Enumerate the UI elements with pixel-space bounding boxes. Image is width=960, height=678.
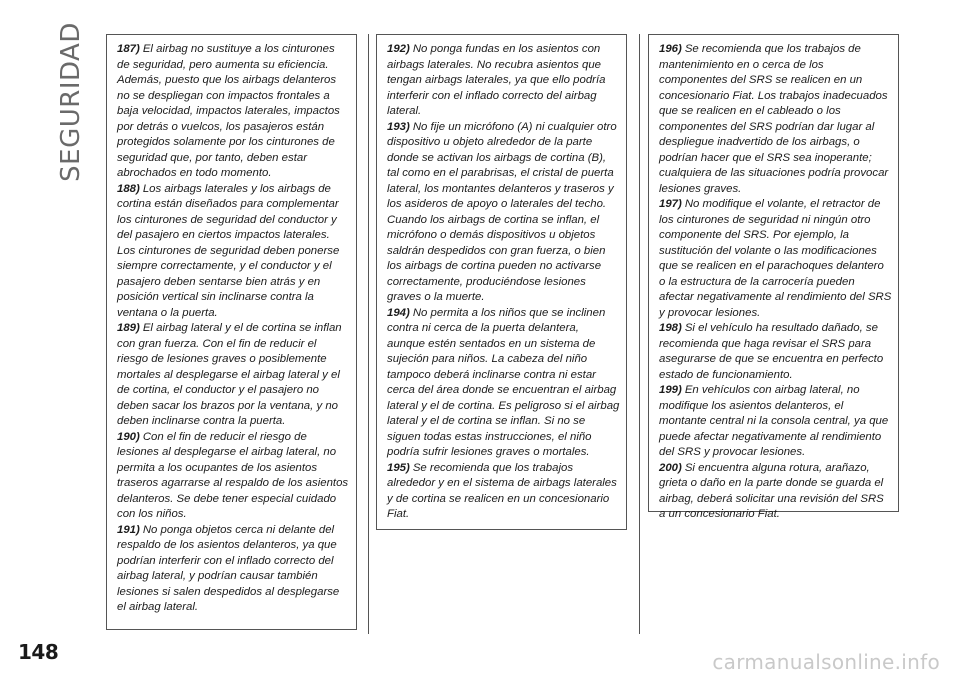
note-number: 190) [117, 430, 140, 443]
section-title-text: SEGURIDAD [56, 22, 86, 182]
note-text: Con el fin de reducir el riesgo de lesiones al desplegarse el airbag lateral, no permita a los ocupantes de los asientos traseros agarrarse al respaldo de los asientos delanteros. Se debe tener especial cuidado con los niños. [117, 430, 349, 520]
note-number: 193) [387, 120, 410, 133]
note-text: No fije un micrófono (A) ni cualquier otro dispositivo u objeto alrededor de la parte donde se activan los airbags de cortina (B), tal como en el parabrisas, el cristal de puerta lateral, los montantes delanteros y traseros y los asideros de apoyo o laterales del techo. Cuando los airbags de cortina se inflan, el micrófono o demás dispositivos u objetos saldrán despedidos con gran fuerza, o bien los airbags de cortina pueden no activarse correctamente, produciéndose lesiones graves o la muerte. [387, 120, 617, 303]
column-divider [368, 34, 369, 634]
note-number: 188) [117, 182, 140, 195]
watermark-text: carmanualsonline.info [712, 650, 940, 674]
note-196 [659, 42, 892, 197]
note-number: 189) [117, 322, 140, 334]
note-195 [387, 461, 620, 523]
note-text: Se recomienda que los trabajos de mantenimiento en o cerca de los componentes del SRS se realicen en un concesionario Fiat. Los trabajos inadecuados que se realicen en el cableado o los componentes del SRS podrían dar lugar al despliegue inadvertido de los airbags, o podrían hacer que el SRS sea inoperante; cualquiera de las situaciones podría provocar lesiones graves. [659, 43, 889, 195]
note-number: 195) [387, 461, 410, 474]
note-189 [117, 321, 350, 430]
note-193 [387, 120, 620, 306]
note-text: El airbag no sustituye a los cinturones de seguridad, pero aumenta su eficiencia. Además, puesto que los airbags delanteros no se despliegan con impactos frontales a baja velocidad, impactos laterales, impactos por detrás o vuelcos, los pasajeros están protegidos solamente por los cinturones de seguridad que, por tanto, deben estar abrochados en todo momento. [117, 43, 340, 179]
note-number: 200) [659, 461, 682, 474]
page-number: 148 [18, 640, 59, 664]
note-number: 194) [387, 306, 410, 319]
note-text: En vehículos con airbag lateral, no modifique los asientos delanteros, el montante central ni la consola central, ya que puede afectar negativamente al rendimiento del SRS y provocar lesiones. [659, 384, 889, 458]
note-number: 191) [117, 523, 140, 536]
note-number: 187) [117, 43, 140, 55]
note-text: El airbag lateral y el de cortina se inflan con gran fuerza. Con el fin de reducir el riesgo de lesiones graves o posiblemente mortales al desplegarse el airbag lateral y el de cortina, el conductor y el pasajero no deben sacar los brazos por la ventana, y no deben inclinarse contra la puerta. [117, 322, 342, 427]
column-divider [639, 34, 640, 634]
note-number: 198) [659, 322, 682, 334]
note-190 [117, 430, 350, 523]
note-text: No ponga fundas en los asientos con airbags laterales. No recubra asientos que tengan airbags laterales, ya que ello podría interferir con el inflado correcto del airbag lateral. [387, 43, 606, 117]
note-199 [659, 383, 892, 461]
note-text: Los airbags laterales y los airbags de cortina están diseñados para complementar los cinturones de seguridad del conductor y del pasajero en ciertos impactos laterales. Los cinturones de seguridad deben ponerse siempre correctamente, y el conductor y el pasajero deben sentarse bien atrás y en posición vertical sin inclinarse contra la ventana o la puerta. [117, 182, 340, 319]
note-198 [659, 321, 892, 383]
section-title [56, 22, 86, 182]
note-192 [387, 42, 620, 120]
note-number: 197) [659, 198, 682, 210]
warning-box-column-1 [106, 34, 357, 630]
note-text: Si el vehículo ha resultado dañado, se recomienda que haga revisar el SRS para asegurarse de que se encuentra en perfecto estado de funcionamiento. [659, 322, 884, 381]
note-197 [659, 197, 892, 321]
note-200 [659, 461, 892, 523]
note-text: Si encuentra alguna rotura, arañazo, grieta o daño en la parte donde se guarda el airbag, deberá solicitar una revisión del SRS a un concesionario Fiat. [659, 461, 884, 520]
note-text: No modifique el volante, el retractor de los cinturones de seguridad ni ningún otro componente del SRS. Por ejemplo, la sustitución del volante o las modificaciones que se realicen en el parachoques delantero o la estructura de la carrocería pueden afectar negativamente al rendimiento del SRS y provocar lesiones. [659, 198, 892, 319]
note-191 [117, 523, 350, 616]
note-text: No permita a los niños que se inclinen contra ni cerca de la puerta delantera, aunque estén sentados en un sistema de sujeción para niños. La cabeza del niño tampoco deberá inclinarse contra ni estar cerca del área donde se encuentran el airbag lateral y el de cortina. Es peligroso si el airbag lateral y el de cortina se inflan. Si no se siguen todas estas instrucciones, el niño podría sufrir lesiones graves o mortales. [387, 306, 620, 458]
note-number: 199) [659, 384, 682, 396]
note-188 [117, 182, 350, 322]
warning-box-column-2 [376, 34, 627, 530]
note-text: Se recomienda que los trabajos alrededor y en el sistema de airbags laterales y de cortina se realicen en un concesionario Fiat. [387, 461, 617, 520]
warning-box-column-3 [648, 34, 899, 520]
note-number: 196) [659, 43, 682, 55]
note-194 [387, 306, 620, 461]
note-number: 192) [387, 43, 410, 55]
note-text: No ponga objetos cerca ni delante del respaldo de los asientos delanteros, ya que podrían interferir con el inflado correcto del airbag lateral, y podrían causar también lesiones si salen despedidos al desplegarse el airbag lateral. [117, 523, 340, 613]
note-187 [117, 42, 350, 182]
